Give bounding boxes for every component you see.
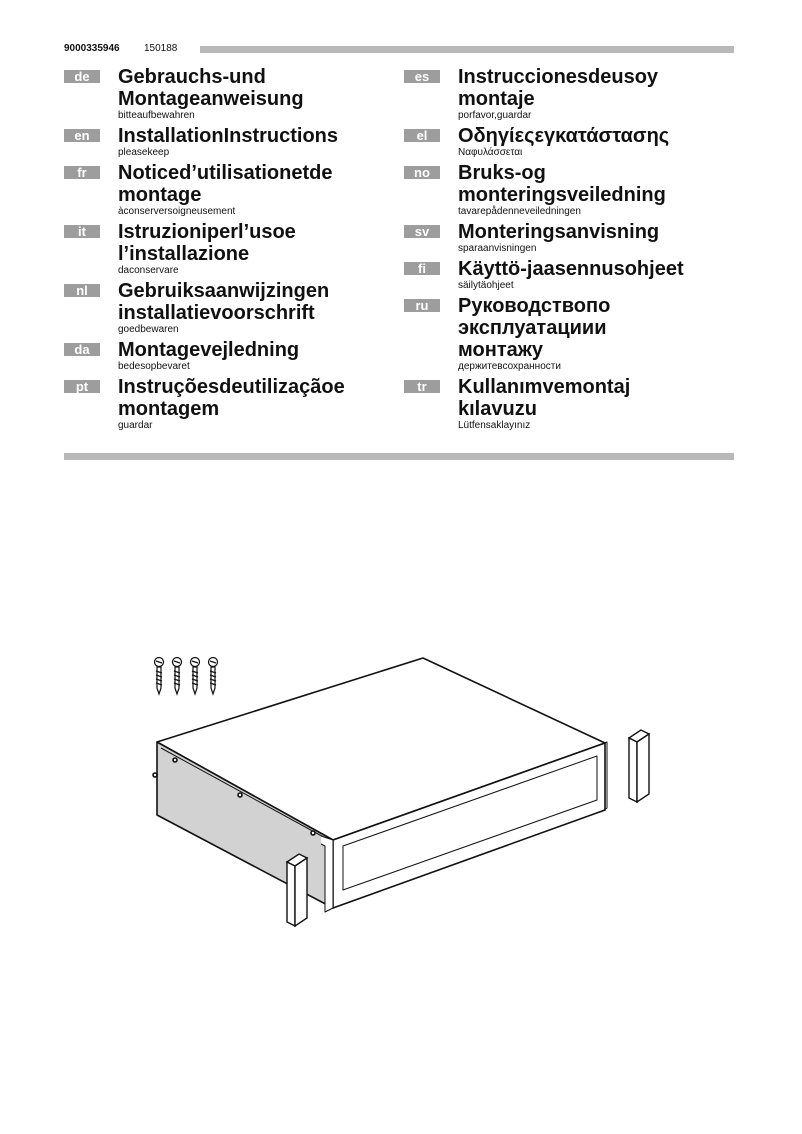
language-badge: fi [404, 262, 440, 275]
screw-icon [155, 658, 164, 695]
language-entry-en [64, 125, 394, 159]
screw-hole [238, 793, 242, 797]
language-subtitle: säilytäohjeet [458, 280, 514, 291]
language-title: Gebruiksaanwijzingen installatievoorschrift [118, 280, 330, 324]
language-entry-de [64, 66, 394, 122]
document-number: 9000335946 [64, 43, 120, 54]
language-subtitle: àconserversoigneusement [118, 206, 236, 217]
language-title: Instruccionesdeusoy montaje [458, 66, 659, 110]
language-column-right [404, 66, 734, 435]
language-entry-fr [64, 162, 394, 218]
language-title: Montagevejledning [118, 339, 300, 361]
language-entry-tr [404, 376, 734, 432]
language-badge: da [64, 343, 100, 356]
language-entry-no [404, 162, 734, 218]
language-title: Istruzioniperl’usoe l’installazione [118, 221, 296, 265]
language-entry-pt [64, 376, 394, 432]
language-badge: sv [404, 225, 440, 238]
language-entry-nl [64, 280, 394, 336]
screw-hole [311, 831, 315, 835]
language-badge: pt [64, 380, 100, 393]
language-entry-es [404, 66, 734, 122]
language-subtitle: bedesopbevaret [118, 361, 190, 372]
document-date: 150188 [144, 43, 178, 54]
language-subtitle: daconservare [118, 265, 179, 276]
screw-hole [153, 773, 157, 777]
language-title: Руководствопо эксплуатациии монтажу [458, 295, 611, 361]
language-entry-da [64, 339, 394, 373]
language-badge: fr [64, 166, 100, 179]
language-subtitle: guardar [118, 420, 153, 431]
language-badge: tr [404, 380, 440, 393]
language-subtitle: porfavor,guardar [458, 110, 532, 121]
language-subtitle: tavarepådenneveiledningen [458, 206, 581, 217]
drawer-body [153, 658, 607, 912]
language-subtitle: sparaanvisningen [458, 243, 537, 254]
language-subtitle: pleasekeep [118, 147, 170, 158]
language-badge: en [64, 129, 100, 142]
screw-icon [191, 658, 200, 695]
language-column-left [64, 66, 394, 435]
appliance-drawer-illustration [145, 650, 665, 940]
spacer-block-left [287, 854, 307, 926]
language-entry-ru [404, 295, 734, 373]
language-subtitle: goedbewaren [118, 324, 179, 335]
language-subtitle: Ναφυλάσσεται [458, 147, 523, 158]
header-bar [200, 46, 734, 53]
header-line [64, 44, 734, 54]
language-title: Monteringsanvisning [458, 221, 660, 243]
spacer-block-right [629, 730, 649, 802]
language-badge: nl [64, 284, 100, 297]
language-title: InstallationInstructions [118, 125, 339, 147]
language-subtitle: Lütfensaklayınız [458, 420, 531, 431]
language-entry-sv [404, 221, 734, 255]
language-entry-it [64, 221, 394, 277]
language-title: Noticed’utilisationetde montage [118, 162, 333, 206]
language-entry-fi [404, 258, 734, 292]
language-title: Bruks-og monteringsveiledning [458, 162, 666, 206]
language-title: Kullanımvemontaj kılavuzu [458, 376, 631, 420]
language-title: Οδηγίεςεγκατάστασης [458, 125, 670, 147]
screw-icon [209, 658, 218, 695]
language-title: Instruçõesdeutilizaçãoe montagem [118, 376, 345, 420]
language-title: Gebrauchs-und Montageanweisung [118, 66, 304, 110]
language-subtitle: bitteaufbewahren [118, 110, 195, 121]
language-badge: it [64, 225, 100, 238]
language-title: Käyttö-jaasennusohjeet [458, 258, 684, 280]
language-subtitle: держитевсохранности [458, 361, 561, 372]
language-entry-el [404, 125, 734, 159]
screw-icons [155, 658, 218, 695]
language-badge: ru [404, 299, 440, 312]
screw-hole [173, 758, 177, 762]
language-badge: de [64, 70, 100, 83]
language-badge: el [404, 129, 440, 142]
screw-icon [173, 658, 182, 695]
section-divider-bar [64, 453, 734, 460]
language-badge: es [404, 70, 440, 83]
language-badge: no [404, 166, 440, 179]
